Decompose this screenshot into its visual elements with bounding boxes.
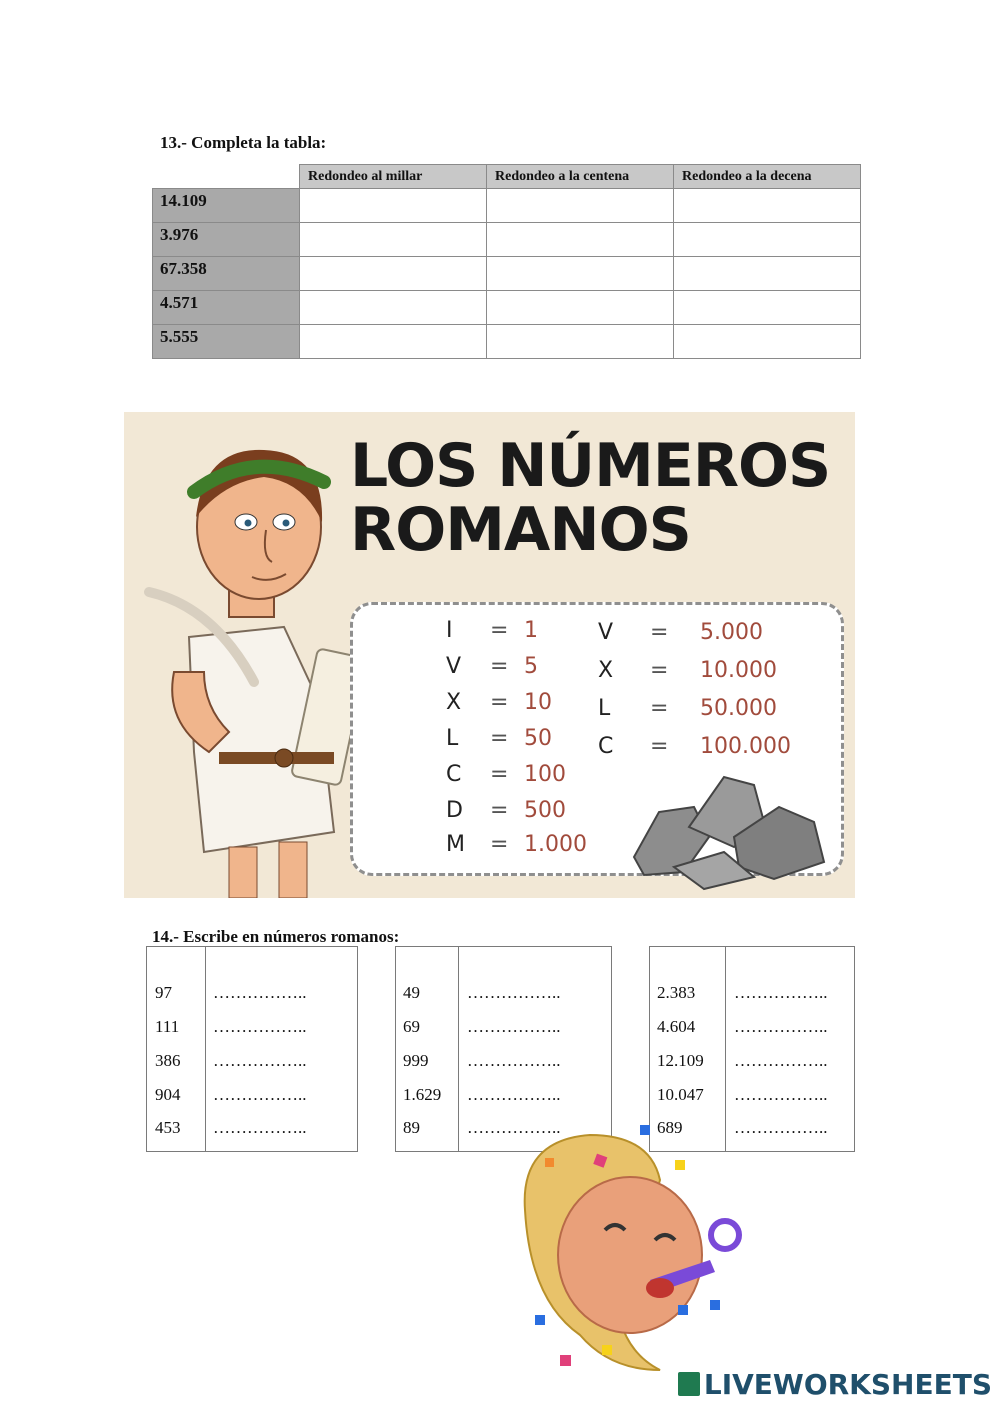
row-number: 3.976 [153, 223, 300, 257]
answer-cell[interactable] [674, 257, 861, 291]
header-centena: Redondeo a la centena [487, 165, 674, 189]
rounding-table [152, 164, 861, 359]
number-label: 89 [403, 1118, 420, 1137]
number-label: 111 [155, 1017, 180, 1036]
number-label: 453 [155, 1118, 181, 1137]
answer-cell[interactable] [487, 223, 674, 257]
answer-cell[interactable] [674, 291, 861, 325]
roman-value-row: X = 10 [446, 690, 552, 715]
answer-cell[interactable] [300, 325, 487, 359]
party-emoji-icon [510, 1120, 750, 1375]
number-label: 1.629 [403, 1085, 442, 1104]
table-row [153, 257, 861, 291]
header-millar: Redondeo al millar [300, 165, 487, 189]
number-label: 10.047 [657, 1085, 704, 1104]
answer-blank[interactable]: …………….. [213, 983, 307, 1002]
table-row [153, 189, 861, 223]
answer-blank[interactable]: …………….. [467, 1017, 561, 1036]
roman-value-row: M = 1.000 [446, 832, 587, 857]
row-number: 5.555 [153, 325, 300, 359]
liveworksheets-logo-icon [678, 1372, 700, 1396]
number-label: 2.383 [657, 983, 696, 1002]
answer-blank[interactable]: …………….. [467, 983, 561, 1002]
roman-exercise-box [146, 946, 358, 1152]
column-divider [205, 947, 206, 1151]
number-label: 386 [155, 1051, 181, 1070]
roman-value-row: C = 100.000 [598, 734, 791, 759]
liveworksheets-logo: LIVEWORKSHEETS [678, 1368, 992, 1401]
answer-cell[interactable] [487, 291, 674, 325]
roman-value-row: V = 5.000 [598, 620, 763, 645]
table-corner [153, 165, 300, 189]
table-row [153, 325, 861, 359]
answer-blank[interactable]: …………….. [213, 1017, 307, 1036]
table-row [153, 291, 861, 325]
answer-blank[interactable]: …………….. [213, 1051, 307, 1070]
roman-value-row: D = 500 [446, 798, 566, 823]
answer-blank[interactable]: …………….. [467, 1085, 561, 1104]
answer-cell[interactable] [674, 189, 861, 223]
number-label: 97 [155, 983, 172, 1002]
answer-cell[interactable] [300, 257, 487, 291]
row-number: 14.109 [153, 189, 300, 223]
column-divider [458, 947, 459, 1151]
answer-blank[interactable]: …………….. [734, 1051, 828, 1070]
number-label: 689 [657, 1118, 683, 1137]
roman-man-illustration [134, 422, 374, 898]
number-label: 4.604 [657, 1017, 696, 1036]
roman-value-row: C = 100 [446, 762, 566, 787]
answer-blank[interactable]: …………….. [734, 1118, 828, 1137]
answer-cell[interactable] [674, 223, 861, 257]
answer-blank[interactable]: …………….. [734, 1085, 828, 1104]
number-label: 69 [403, 1017, 420, 1036]
roman-value-row: L = 50 [446, 726, 552, 751]
exercise-13-title: 13.- Completa la tabla: [160, 133, 327, 152]
roman-value-row: X = 10.000 [598, 658, 777, 683]
exercise-14-title: 14.- Escribe en números romanos: [152, 927, 400, 946]
answer-cell[interactable] [300, 223, 487, 257]
roman-value-row: L = 50.000 [598, 696, 777, 721]
answer-blank[interactable]: …………….. [734, 983, 828, 1002]
answer-blank[interactable]: …………….. [734, 1017, 828, 1036]
answer-cell[interactable] [487, 189, 674, 223]
answer-cell[interactable] [487, 325, 674, 359]
roman-value-row: V = 5 [446, 654, 538, 679]
number-label: 49 [403, 983, 420, 1002]
answer-cell[interactable] [674, 325, 861, 359]
table-row [153, 223, 861, 257]
row-number: 67.358 [153, 257, 300, 291]
answer-blank[interactable]: …………….. [467, 1118, 561, 1137]
answer-blank[interactable]: …………….. [213, 1118, 307, 1137]
number-label: 12.109 [657, 1051, 704, 1070]
answer-cell[interactable] [487, 257, 674, 291]
header-decena: Redondeo a la decena [674, 165, 861, 189]
roman-numerals-poster [124, 412, 855, 898]
answer-blank[interactable]: …………….. [467, 1051, 561, 1070]
rocks-illustration [614, 767, 834, 892]
number-label: 999 [403, 1051, 429, 1070]
answer-blank[interactable]: …………….. [213, 1085, 307, 1104]
roman-value-row: I = 1 [446, 618, 538, 643]
number-label: 904 [155, 1085, 181, 1104]
answer-cell[interactable] [300, 291, 487, 325]
answer-cell[interactable] [300, 189, 487, 223]
row-number: 4.571 [153, 291, 300, 325]
poster-title: LOS NÚMEROS ROMANOS [350, 431, 831, 565]
